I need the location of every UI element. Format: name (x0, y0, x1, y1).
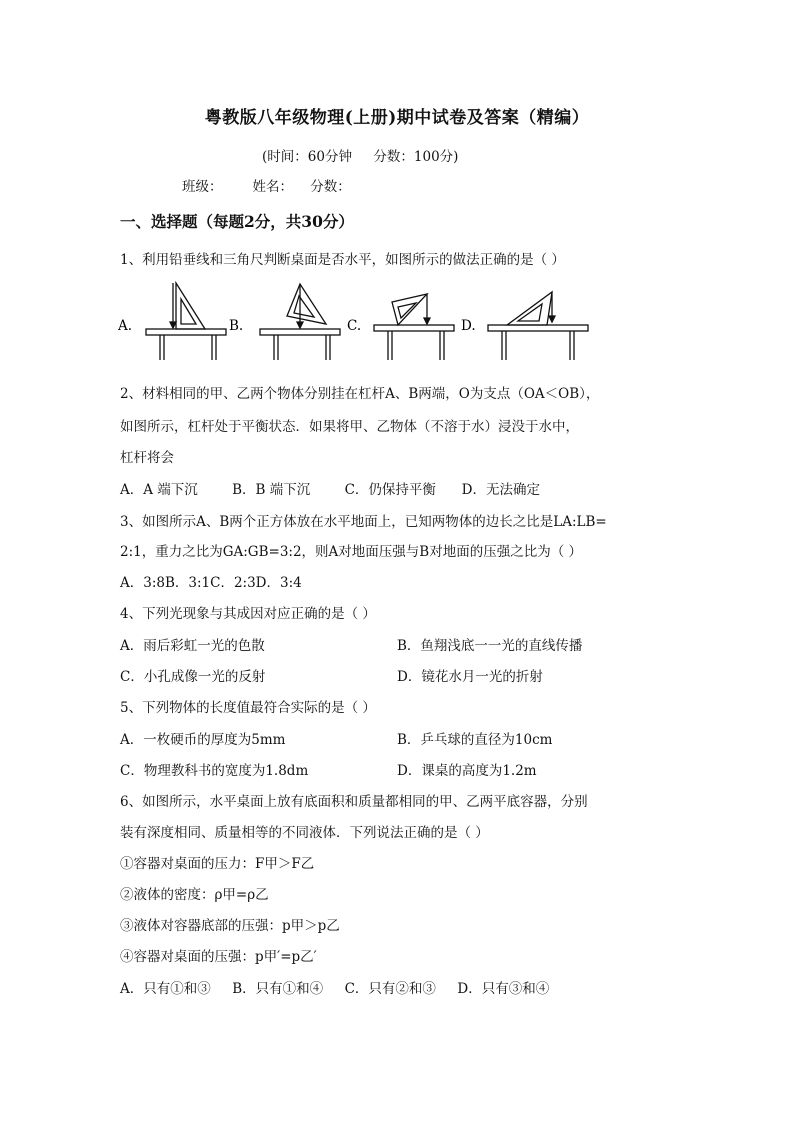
student-info-line: 班级： 姓名： 分数： (182, 179, 351, 195)
question-4-option-d: D．镜花水月一光的折射 (397, 669, 543, 685)
page-title: 粤教版八年级物理(上册)期中试卷及答案（精编） (204, 108, 590, 128)
question-2-line-2: 如图所示，杠杆处于平衡状态．如果将甲、乙物体（不溶于水）浸没于水中， (120, 419, 579, 435)
question-3-options: A．3:8B．3:1C．2:3D．3:4 (120, 575, 302, 591)
exam-time-score: (时间：60分钟 分数：100分) (262, 149, 459, 165)
question-6-statement-4: ④容器对桌面的压强：p甲′=p乙′ (120, 949, 317, 965)
figure-c (374, 294, 454, 360)
question-5-option-c: C．物理教科书的宽度为1.8dm (120, 763, 309, 779)
question-2-options: A．A 端下沉 B．B 端下沉 C．仍保持平衡 D．无法确定 (120, 482, 540, 498)
question-6-line-1: 6、如图所示，水平桌面上放有底面积和质量都相同的甲、乙两平底容器，分别 (120, 794, 588, 810)
question-6-statement-1: ①容器对桌面的压力：F甲＞F乙 (120, 856, 315, 872)
question-6-line-2: 装有深度相同、质量相等的不同液体．下列说法正确的是（ ） (120, 825, 489, 841)
question-4-option-c: C．小孔成像一光的反射 (120, 669, 266, 685)
question-4-option-b: B．鱼翔浅底一一光的直线传播 (397, 638, 583, 654)
section-heading-choice: 一、选择题（每题2分，共30分） (120, 212, 354, 231)
question-3-line-2: 2:1，重力之比为GA:GB=3:2，则A对地面压强与B对地面的压强之比为（ ） (120, 544, 583, 560)
question-2-line-1: 2、材料相同的甲、乙两个物体分别挂在杠杆A、B两端，O为支点（OA＜OB）， (120, 386, 600, 402)
table-triangle-figures (118, 280, 678, 370)
figure-label-c: C. (347, 318, 362, 334)
question-6-options: A．只有①和③ B．只有①和④ C．只有②和③ D．只有③和④ (120, 981, 550, 997)
question-5-option-d: D．课桌的高度为1.2m (397, 763, 537, 779)
figure-label-b: B. (229, 318, 244, 334)
question-5-stem: 5、下列物体的长度值最符合实际的是（ ） (120, 700, 376, 716)
question-5-option-b: B．乒乓球的直径为10cm (397, 732, 553, 748)
question-3-line-1: 3、如图所示A、B两个正方体放在水平地面上，已知两物体的边长之比是LA:LB= (120, 514, 607, 530)
figure-b (260, 284, 340, 360)
figure-d (488, 292, 588, 360)
question-6-statement-2: ②液体的密度：ρ甲=ρ乙 (120, 887, 269, 903)
question-4-option-a: A．雨后彩虹一光的色散 (120, 638, 265, 654)
figure-label-d: D. (461, 318, 476, 334)
question-1-stem: 1、利用铅垂线和三角尺判断桌面是否水平，如图所示的做法正确的是（ ） (120, 252, 565, 268)
figure-a (146, 283, 226, 360)
question-6-statement-3: ③液体对容器底部的压强：p甲＞p乙 (120, 918, 340, 934)
question-5-option-a: A．一枚硬币的厚度为5mm (120, 732, 286, 748)
figure-label-a: A. (118, 318, 133, 334)
question-4-stem: 4、下列光现象与其成因对应正确的是（ ） (120, 606, 376, 622)
question-1-figures (118, 280, 678, 370)
question-2-line-3: 杠杆将会 (120, 450, 174, 466)
